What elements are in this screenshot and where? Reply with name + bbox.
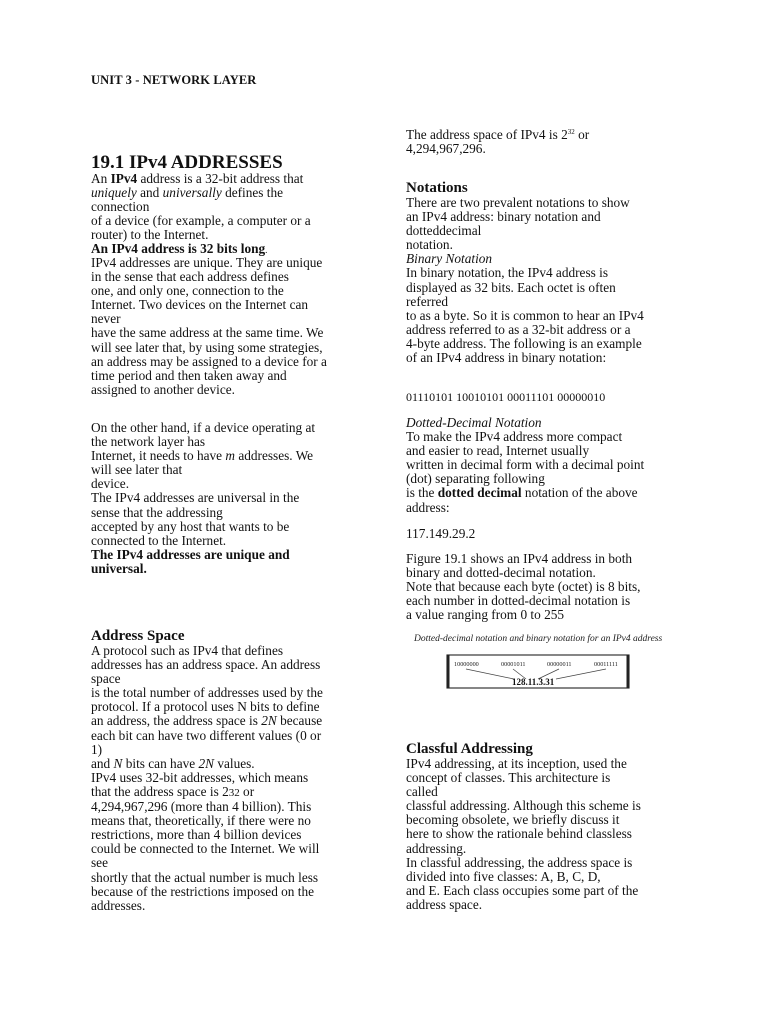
text: bits can have	[122, 755, 199, 771]
heading-notations: Notations	[406, 180, 468, 196]
text: because	[276, 713, 323, 729]
text-line: here to show the rationale behind classless	[406, 826, 632, 842]
text: notation of the above	[521, 485, 638, 501]
text-line: each number in dotted-decimal notation is	[406, 593, 631, 609]
text-line: and E. Each class occupies some part of the	[406, 882, 639, 898]
text-line: Note that because each byte (octet) is 8 bits,	[406, 579, 641, 595]
paragraph-figure-reference	[406, 552, 678, 622]
text-italic-universally: universally	[162, 185, 222, 201]
text: defines the	[221, 185, 284, 201]
text: addresses. We	[235, 448, 314, 464]
text-line: Internet. Two devices on the Internet can	[91, 297, 309, 313]
paragraph-classful-addressing	[406, 757, 678, 912]
text-line: never	[91, 311, 121, 327]
text-line: restrictions, more than 4 billion devices	[91, 827, 302, 843]
text-line: assigned to another device.	[91, 381, 235, 397]
text-line: (dot) separating following	[406, 471, 545, 487]
paragraph-ipv4-definition	[91, 172, 361, 258]
text-line: Figure 19.1 shows an IPv4 address in both	[406, 551, 633, 566]
text-line: a value ranging from 0 to 255	[406, 607, 565, 623]
text-line: addresses has an address space. An address	[91, 657, 321, 673]
figure-dotted-address: 128.11.3.31	[512, 677, 555, 687]
heading-classful-addressing: Classful Addressing	[406, 741, 533, 757]
figure-frame-left-bar	[447, 655, 450, 689]
text-line: addressing.	[406, 840, 467, 856]
text-line: of an IPv4 address in binary notation:	[406, 350, 607, 366]
text-line: space	[91, 671, 121, 687]
text-line: will see later that, by using some strategies,	[91, 339, 323, 355]
text: values.	[214, 755, 255, 771]
figure-frame-right-bar	[627, 655, 630, 689]
text-line: notation.	[406, 237, 453, 253]
figure-caption: Dotted-decimal notation and binary notation for an IPv4 address	[414, 634, 663, 644]
text-line: have the same address at the same time. We	[91, 325, 324, 341]
paragraph-notations-intro	[406, 196, 678, 365]
text: and	[91, 755, 114, 771]
text-line: because of the restrictions imposed on the	[91, 883, 315, 899]
heading-address-space: Address Space	[91, 628, 185, 644]
figure-octet-4: 00011111	[594, 661, 618, 668]
text-line: dotteddecimal	[406, 223, 482, 239]
text-line: to as a byte. So it is common to hear an IPv4	[406, 307, 644, 323]
text-line: sense that the addressing	[91, 504, 223, 520]
text-line: IPv4 addressing, at its inception, used the	[406, 756, 627, 771]
text-line: A protocol such as IPv4 that defines	[91, 643, 284, 658]
text-line: addresses.	[91, 897, 146, 913]
figure-octet-3: 00000011	[547, 661, 572, 668]
text-line: is the total number of addresses used by the	[91, 685, 323, 701]
text-italic-m: m	[225, 448, 236, 464]
paragraph-dotted-decimal	[406, 416, 678, 515]
text-line: connected to the Internet.	[91, 532, 227, 548]
text-line: an address may be assigned to a device for a	[91, 353, 327, 369]
paragraph-ipv4-universal	[91, 421, 361, 576]
text-line: 4,294,967,296.	[406, 141, 486, 157]
text: Internet, it needs to have	[91, 448, 226, 464]
dotted-decimal-example: 117.149.29.2	[406, 526, 476, 541]
text-line: On the other hand, if a device operating at	[91, 420, 316, 435]
text: .	[265, 245, 268, 256]
text-line: each bit can have two different values (0 or	[91, 727, 322, 743]
bold-statement-unique-universal: universal.	[91, 560, 147, 576]
section-title-ipv4-addresses: 19.1 IPv4 ADDRESSES	[91, 152, 283, 173]
text-line: 4,294,967,296 (more than 4 billion). This	[91, 799, 312, 815]
text: An	[91, 171, 111, 186]
text-line: In binary notation, the IPv4 address is	[406, 265, 609, 281]
text-line: time period and then taken away and	[91, 367, 287, 383]
text-line: address referred to as a 32-bit address or a	[406, 321, 631, 337]
text-line: concept of classes. This architecture is	[406, 770, 611, 786]
text-bold-ipv4: IPv4	[110, 171, 138, 186]
text-italic-2n: 2N	[261, 713, 277, 729]
text-italic-n: N	[113, 755, 123, 771]
text-line: displayed as 32 bits. Each octet is often	[406, 279, 616, 295]
text-line: accepted by any host that wants to be	[91, 518, 290, 534]
text-line: one, and only one, connection to the	[91, 283, 284, 299]
paragraph-ipv4-unique	[91, 256, 361, 397]
subheading-dotted-decimal: Dotted-Decimal Notation	[406, 415, 542, 430]
paragraph-address-space-summary	[406, 125, 678, 156]
text-line: in the sense that each address defines	[91, 269, 289, 285]
text-line: router) to the Internet.	[91, 227, 209, 243]
text: and	[136, 185, 163, 201]
text-line: called	[406, 784, 438, 800]
figure-octet-1: 10000000	[454, 661, 479, 668]
subheading-binary-notation: Binary Notation	[406, 251, 493, 267]
text-line: becoming obsolete, we briefly discuss it	[406, 812, 620, 828]
text-line: means that, theoretically, if there were no	[91, 813, 311, 829]
text-line: shortly that the actual number is much less	[91, 869, 319, 885]
text-line: could be connected to the Internet. We will	[91, 841, 320, 857]
text-line: binary and dotted-decimal notation.	[406, 565, 596, 581]
bold-statement-32-bits: An IPv4 address is 32 bits long	[91, 241, 266, 257]
text-line: classful addressing. Although this scheme is	[406, 798, 641, 814]
text-line: referred	[406, 293, 449, 309]
figure-arrow-4	[556, 669, 606, 679]
text-line: address space.	[406, 896, 483, 912]
text-line: In classful addressing, the address space is	[406, 854, 633, 870]
text-line: device.	[91, 476, 130, 492]
figure-octet-2: 00001011	[501, 661, 526, 668]
text-line: will see later that	[91, 462, 183, 478]
text-line: and easier to read, Internet usually	[406, 443, 590, 459]
text: that the address space is 2	[91, 783, 229, 799]
figure-address-notation	[446, 652, 630, 690]
text-line: There are two prevalent notations to show	[406, 195, 630, 210]
text-italic-2n: 2N	[198, 755, 214, 771]
text: The address space of IPv4 is 2	[406, 127, 568, 142]
text: address is a 32-bit address that	[137, 171, 304, 186]
text-line: IPv4 uses 32-bit addresses, which means	[91, 769, 309, 785]
text-line: an IPv4 address: binary notation and	[406, 209, 601, 225]
text-line: see	[91, 855, 108, 871]
text: is the	[406, 485, 438, 501]
text-line: address:	[406, 499, 450, 515]
text: an address, the address space is	[91, 713, 262, 729]
text-line: of a device (for example, a computer or a	[91, 213, 311, 229]
text-bold-dotted-decimal: dotted decimal	[437, 485, 522, 501]
text-exponent: 32	[228, 786, 240, 799]
text-line: IPv4 addresses are unique. They are unique	[91, 255, 323, 270]
binary-example: 01110101 10010101 00011101 00000010	[406, 390, 606, 404]
bold-statement-unique-universal: The IPv4 addresses are unique and	[91, 546, 290, 562]
text-line: To make the IPv4 address more compact	[406, 429, 623, 445]
text: or	[574, 127, 590, 142]
paragraph-address-space	[91, 644, 361, 913]
figure-arrow-1	[466, 669, 514, 679]
text-line: written in decimal form with a decimal point	[406, 457, 645, 473]
text-line: 4-byte address. The following is an example	[406, 335, 642, 351]
text-italic-uniquely: uniquely	[91, 185, 137, 201]
text-superscript-32: 32	[567, 128, 575, 136]
text-line: The IPv4 addresses are universal in the	[91, 490, 300, 506]
text-line: connection	[91, 199, 150, 215]
text-line: protocol. If a protocol uses N bits to define	[91, 699, 320, 715]
text: or	[239, 783, 255, 799]
unit-title: UNIT 3 - NETWORK LAYER	[91, 73, 257, 87]
text-line: divided into five classes: A, B, C, D,	[406, 868, 601, 884]
text-line: 1)	[91, 741, 103, 757]
text-line: the network layer has	[91, 434, 206, 450]
